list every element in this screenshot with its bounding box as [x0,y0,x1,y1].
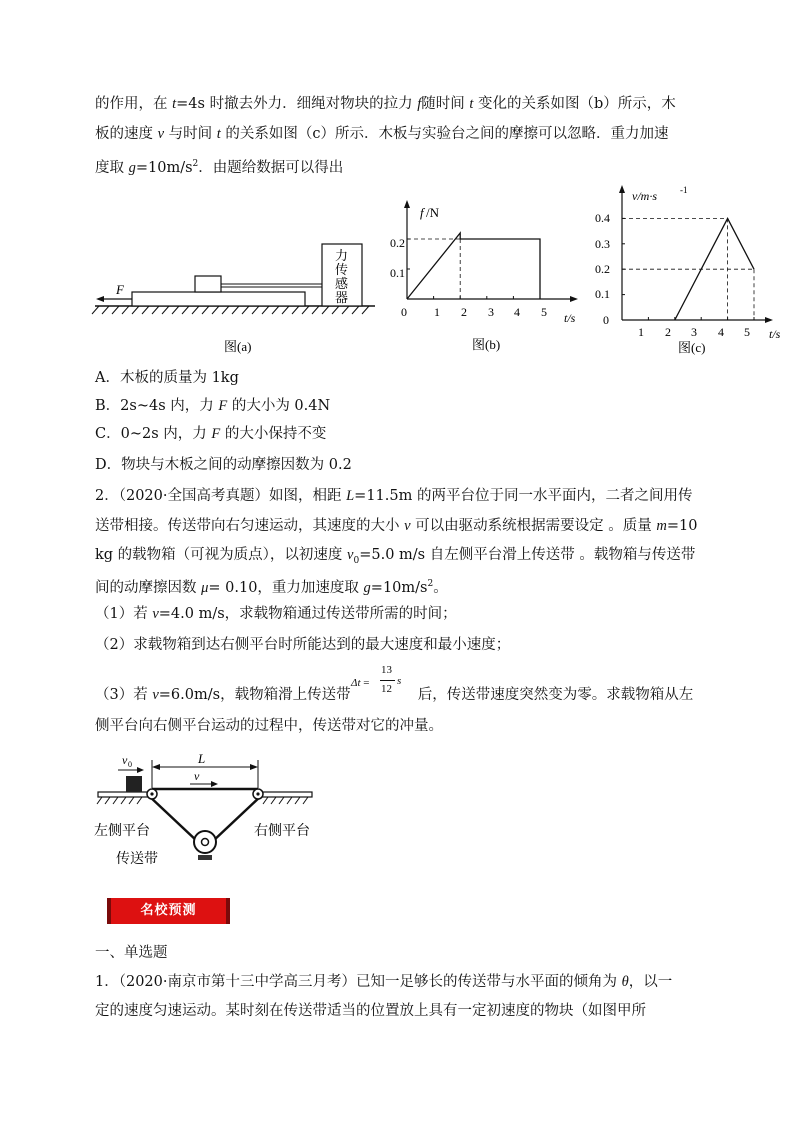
force-arrowhead [96,296,104,302]
c-ytick-0.4: 0.4 [595,211,610,225]
fig-c-caption: 图(c) [678,340,706,355]
option-a: A．木板的质量为 1kg [95,370,239,386]
q3-line-1: 1．（2020·南京市第十三中学高三月考）已知一足够长的传送带与水平面的倾角为 θ，以一 [95,974,673,990]
sensor-char-1: 力 [335,248,349,263]
q2-line-1: 2．（2020·全国高考真题）如图，相距 L=11.5m 的两平台位于同一水平面内，二者之间用传 [95,488,693,504]
v0-sub: 0 [128,760,132,769]
drive-base [198,855,212,860]
b-ylabel-var: f [420,205,424,220]
sensor-char-2: 传 [335,262,349,277]
figure-belt [90,748,330,873]
sensor-char-3: 感 [335,276,349,291]
v-arrowhead [211,781,218,787]
left-platform [97,792,150,804]
q3-line-2: 定的速度匀速运动。某时刻在传送带适当的位置放上具有一定初速度的物块（如图甲所 [95,1003,646,1019]
q2-sub-3: （3）若 v=6.0m/s，载物箱滑上传送带 后，传送带速度突然变为零。求载物箱从左 [95,687,694,703]
c-xtick-3: 3 [691,325,697,339]
section-badge: 名校预测 [107,898,230,924]
c-xtick-1: 1 [638,325,644,339]
belt-left-down [148,795,198,842]
q2-line-4: 间的动摩擦因数 μ= 0.10，重力加速度取 $g=10m/s^2$。 [95,579,448,596]
L-arrow-left [152,764,160,770]
c-ytick-0.2: 0.2 [595,262,610,276]
L-arrow-right [250,764,258,770]
option-c: C．0~2s 内，力 F 的大小保持不变 [95,426,327,442]
option-d: D．物块与木板之间的动摩擦因数为 0.2 [95,457,352,473]
v0-label: v [122,753,128,767]
c-y-arrow [619,185,625,193]
b-origin: 0 [401,305,407,319]
L-label: L [198,751,206,766]
fig-b-caption: 图(b) [472,337,501,352]
b-xtick-4: 4 [514,305,520,319]
block [195,276,221,292]
b-xtick-1: 1 [434,305,440,319]
ground-hatch [92,306,369,314]
b-series-line [407,233,540,299]
right-roller-axle [256,792,259,795]
right-platform-label: 右侧平台 [254,824,310,839]
c-xlabel: t/s [769,327,781,341]
b-ytick-0.1: 0.1 [390,266,405,280]
c-ytick-0.3: 0.3 [595,237,610,251]
b-xtick-2: 2 [461,305,467,319]
q2-line-2: 送带相接。传送带向右匀速运动，其速度的大小 v 可以由驱动系统根据需要设定 。质量 m=10 [95,518,698,534]
intro-line-1: 的作用，在 t=4s 时撤去外力．细绳对物块的拉力 f随时间 t 变化的关系如图（b）所示，木 [95,96,676,112]
frac-numerator: 13 [381,664,392,676]
cargo-box [126,776,142,792]
intro-line-3: 度取 $g=10m/s^2$．由题给数据可以得出 [95,159,344,176]
left-roller-axle [150,792,153,795]
c-ylabel: v/m·s [632,189,657,203]
option-b: B．2s~4s 内，力 F 的大小为 0.4N [95,398,331,414]
c-ytick-0: 0 [603,313,609,327]
q2-sub-3-cont: 侧平台向右侧平台运动的过程中，传送带对它的冲量。 [95,718,443,734]
force-label: F [116,282,124,297]
frac-denominator: 12 [381,683,392,695]
b-ylabel-unit: /N [426,205,439,220]
b-xlabel: t/s [564,311,576,325]
sensor-char-4: 器 [335,290,349,305]
v-label: v [194,769,200,783]
q2-line-3: kg 的载物箱（可视为质点），以初速度 $v_0=5.0$ m/s 自左侧平台滑上传送带 。载物箱与传送带 [95,547,696,566]
v0-arrowhead [137,767,144,773]
figure-a [90,210,380,360]
c-xtick-5: 5 [744,325,750,339]
c-ytick-0.1: 0.1 [595,287,610,301]
b-x-arrow [570,296,578,302]
dt-symbol: Δt = [351,677,370,689]
frac-bar [380,680,395,681]
right-platform [260,792,312,804]
drive-wheel-hub [202,839,209,846]
figure-b [390,195,590,360]
figure-c [592,178,792,360]
q2-sub-2: （2）求载物箱到达右侧平台时所能达到的最大速度和最小速度； [95,637,511,653]
b-y-arrow [404,200,410,208]
frac-unit: s [397,675,402,687]
board [132,292,305,306]
c-xtick-4: 4 [718,325,724,339]
left-platform-label: 左侧平台 [94,824,150,839]
fig-a-caption: 图(a) [224,339,252,354]
intro-line-2: 板的速度 v 与时间 t 的关系如图（c）所示．木板与实验台之间的摩擦可以忽略．重力加速 [95,126,669,142]
c-xtick-2: 2 [665,325,671,339]
c-ylabel-sup: -1 [680,185,688,195]
q2-sub-1: （1）若 v=4.0 m/s，求载物箱通过传送带所需的时间； [95,606,457,622]
b-xtick-5: 5 [541,305,547,319]
b-xtick-3: 3 [488,305,494,319]
belt-label: 传送带 [116,852,158,867]
section-heading: 一、单选题 [95,945,168,961]
c-x-arrow [765,317,773,323]
b-ytick-0.2: 0.2 [390,236,405,250]
